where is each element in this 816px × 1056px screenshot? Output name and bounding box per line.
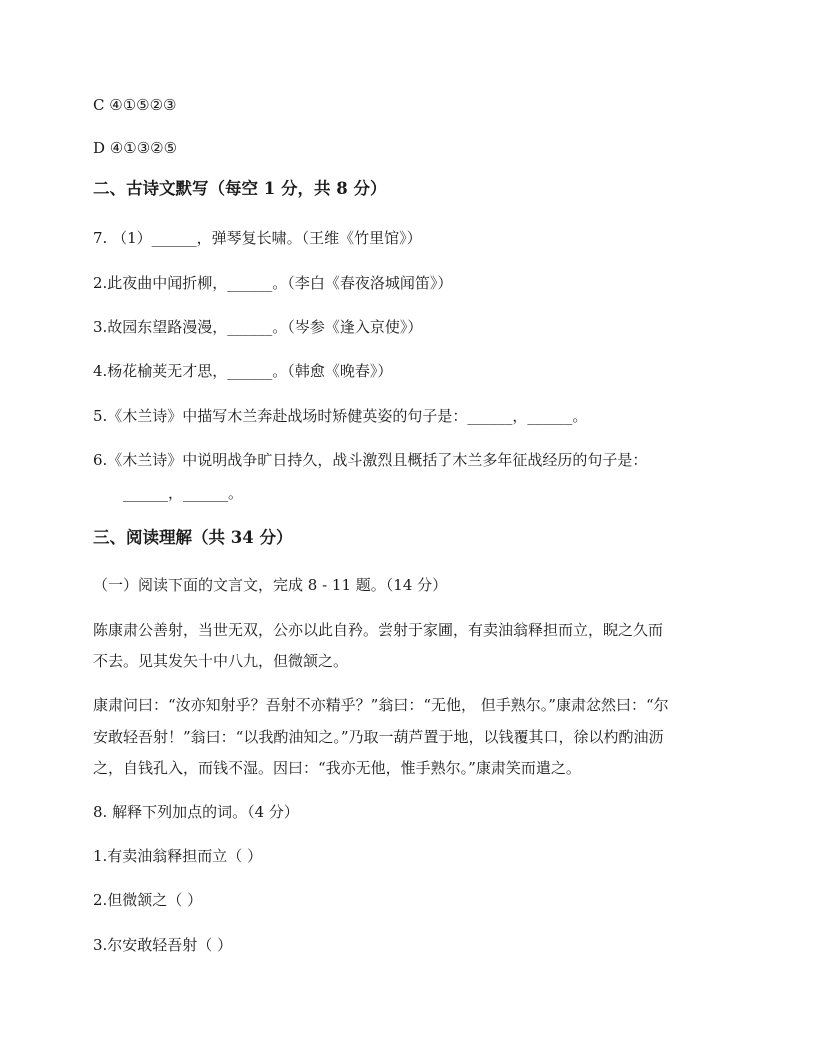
question-7-5: 5.《木兰诗》中描写木兰奔赴战场时矫健英姿的句子是：______，______。 xyxy=(93,407,588,425)
question-8: 8. 解释下列加点的词。（4 分） xyxy=(93,803,299,821)
passage-p1-line2: 不去。见其发矢十中八九，但微颔之。 xyxy=(93,652,349,670)
section-heading-reading: 三、阅读理解（共 34 分） xyxy=(93,528,293,547)
section-heading-poetry: 二、古诗文默写（每空 1 分，共 8 分） xyxy=(93,179,387,198)
question-7-3: 3.故园东望路漫漫，______。（岑参《逢入京使》） xyxy=(93,318,423,336)
question-7-6-line1: 6.《木兰诗》中说明战争旷日持久，战斗激烈且概括了木兰多年征战经历的句子是： xyxy=(93,451,648,469)
question-8-2: 2.但微颔之（ ） xyxy=(93,891,203,909)
passage-p2-line3: 之，自钱孔入，而钱不湿。因曰：“我亦无他，惟手熟尔。”康肃笑而遣之。 xyxy=(93,759,581,777)
question-7-2: 2.此夜曲中闻折柳，______。（李白《春夜洛城闻笛》） xyxy=(93,274,453,292)
question-7-4: 4.杨花榆荚无才思，______。（韩愈《晚春》） xyxy=(93,362,393,380)
question-8-3: 3.尔安敢轻吾射（ ） xyxy=(93,936,233,954)
question-7-1: 7. （1）______，弹琴复长啸。（王维《竹里馆》） xyxy=(93,229,422,247)
option-c: C ④①⑤②③ xyxy=(93,96,177,114)
passage-p1-line1: 陈康肃公善射，当世无双，公亦以此自矜。尝射于家圃，有卖油翁释担而立，睨之久而 xyxy=(93,621,664,639)
reading-subheading: （一）阅读下面的文言文，完成 8 - 11 题。（14 分） xyxy=(93,576,448,594)
question-7-6-line2: ______，______。 xyxy=(123,484,244,502)
question-8-1: 1.有卖油翁释担而立（ ） xyxy=(93,847,263,865)
passage-p2-line2: 安敢轻吾射！”翁曰：“以我酌油知之。”乃取一葫芦置于地，以钱覆其口，徐以杓酌油沥 xyxy=(93,728,664,746)
passage-p2-line1: 康肃问曰：“汝亦知射乎？吾射不亦精乎？”翁曰：“无他， 但手熟尔。”康肃忿然曰：“尔 xyxy=(93,696,669,714)
option-d: D ④①③②⑤ xyxy=(93,139,178,157)
